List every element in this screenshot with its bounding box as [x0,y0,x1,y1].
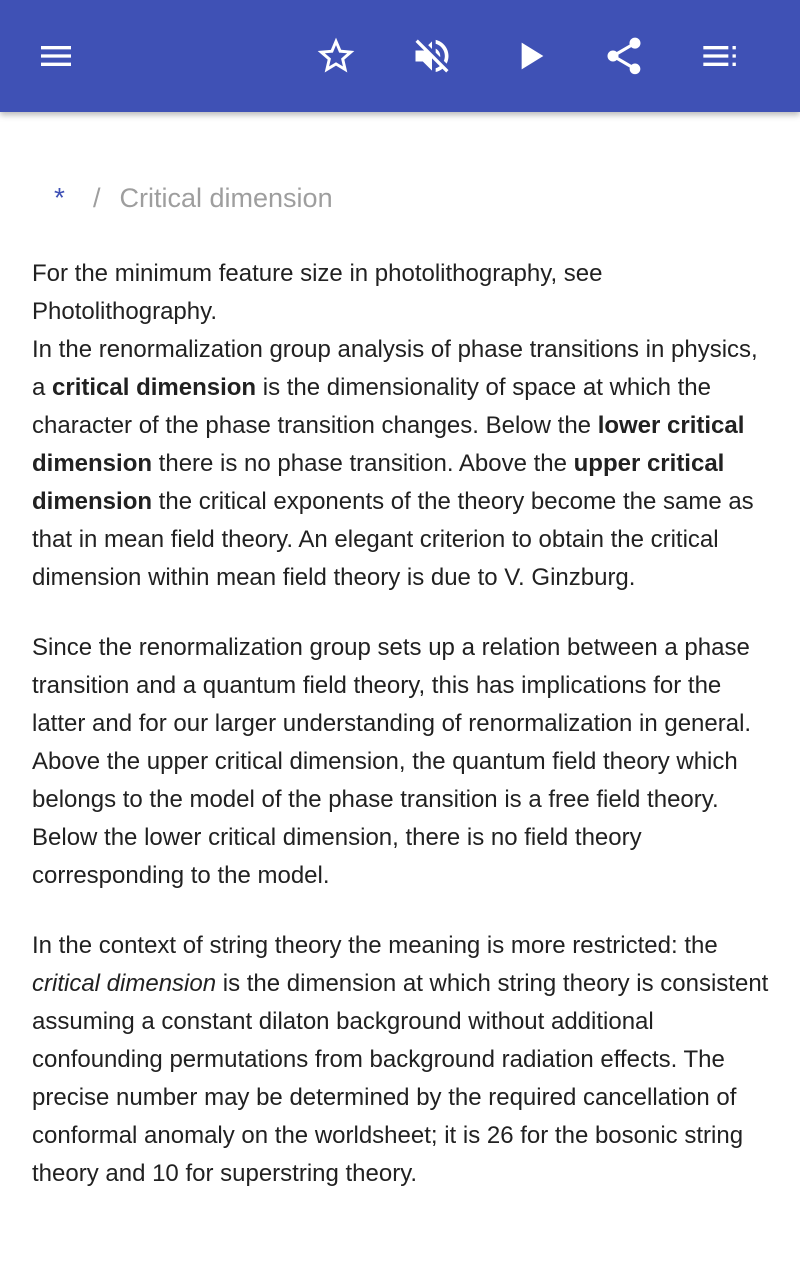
bold-term: upper critical dimension [32,450,725,515]
bold-term: lower critical dimension [32,412,745,477]
menu-button[interactable] [28,28,84,84]
text-span: In the context of string theory the meaning is more restricted: the [32,932,718,959]
star-outline-icon [314,34,358,78]
text-span: is the dimension at which string theory is consistent assuming a constant dilaton background without additional confounding permutations from background radiation effects. The precise number may be determined by the required cancellation of conformal anomaly on the worldsheet; it is 26 for the bosonic string theory and 10 for superstring theory. [32,970,769,1187]
italic-term: critical dimension [32,970,217,997]
hamburger-menu-icon [36,36,76,76]
breadcrumb-separator: / [93,183,101,213]
app-toolbar [0,0,800,112]
text-span: the critical exponents of the theory become the same as that in mean field theory. An elegant criterion to obtain the critical dimension within mean field theory is due to V. Ginzburg. [32,488,754,591]
text-span: In the renormalization group analysis of phase transitions in physics, a [32,336,758,401]
paragraph-3 [32,927,772,1193]
bold-term: critical dimension [52,374,257,401]
text-span: there is no phase transition. Above the [152,450,574,477]
paragraph-1 [32,331,772,597]
hatnote: For the minimum feature size in photolithography, see Photolithography. [32,260,603,325]
breadcrumb-home-link[interactable]: * [54,182,65,213]
text-span: is the dimensionality of space at which the character of the phase transition changes. Below the [32,374,711,439]
play-button[interactable] [502,28,558,84]
list-contents-icon [700,36,740,76]
article-content [0,112,800,1280]
contents-button[interactable] [692,28,748,84]
article-body [32,255,772,1225]
favorite-button[interactable] [308,28,364,84]
breadcrumb-current: Critical dimension [119,183,333,213]
play-icon [510,36,550,76]
breadcrumb [54,182,333,214]
share-button[interactable] [596,28,652,84]
volume-off-icon [410,34,454,78]
share-icon [602,34,646,78]
paragraph-2: Since the renormalization group sets up a relation between a phase transition and a quantum field theory, this has implications for the latter and for our larger understanding of renormalization in general. Above the upper critical dimension, the quantum field theory which belongs to the model of the phase transition is a free field theory. Below the lower critical dimension, there is no field theory corresponding to the model. [32,634,752,889]
mute-button[interactable] [404,28,460,84]
